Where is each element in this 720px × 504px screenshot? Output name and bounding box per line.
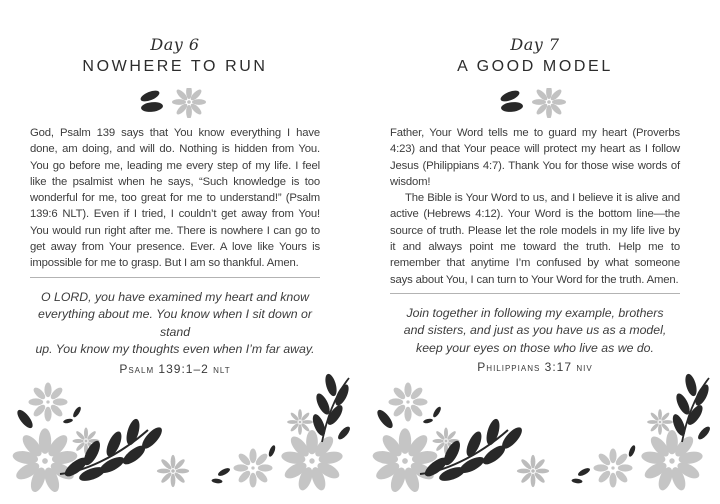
leaf-flower-ornament-icon xyxy=(137,88,213,118)
devotional-title: NOWHERE TO RUN xyxy=(82,58,268,75)
page-left-content xyxy=(0,36,360,376)
floral-border-decoration xyxy=(0,361,720,504)
devotional-title: A GOOD MODEL xyxy=(457,58,613,75)
day-label: Day 6 xyxy=(150,35,200,54)
prayer-paragraph: Father, Your Word tells me to guard my heart (Proverbs 4:23) and that Your peace will protect my heart as I follow Jesus (Philippians 4:7). Thank You for those wise words of wisdom! xyxy=(390,127,680,188)
prayer-paragraph: God, Psalm 139 says that You know everything I have done, am doing, and will do. Nothing is hidden from You. You go before me, leading me every step of my life. I feel like the psalmist when he says, “Such knowledge is too wonderful for me, too great for me to understand!” (Psalm 139:6 NLT). Even if I tried, I couldn’t get away from You! You would run right after me. There is nowhere I can go to get away from Your presence. Ever. A love like Yours is impossible for me to grasp. But I am so thankful. Amen. xyxy=(30,127,320,270)
divider-rule xyxy=(390,293,680,294)
page-right-content xyxy=(360,36,720,374)
divider-rule xyxy=(30,277,320,278)
prayer-paragraph: The Bible is Your Word to us, and I believe it is alive and active (Hebrews 4:12). Your Word is the bottom line—the source of truth. Please let the role models in my life live by it and always point me toward the truth. Help me to remember that anytime I’m confused by what someone says about You, I can turn to Your Word for the truth. Amen. xyxy=(390,192,680,286)
quote-line: everything about me. You know when I sit down or stand xyxy=(38,307,312,339)
scripture-reference: Psalm 139:1–2 nlt xyxy=(119,361,231,376)
prayer-text xyxy=(390,125,680,288)
day-label: Day 7 xyxy=(510,35,560,54)
leaf-flower-ornament-icon xyxy=(497,88,573,118)
quote-line: up. You know my thoughts even when I’m far away. xyxy=(35,342,315,357)
scripture-quote xyxy=(30,289,320,359)
scripture-quote xyxy=(390,305,680,358)
prayer-text xyxy=(30,125,320,272)
quote-line: O LORD, you have examined my heart and know xyxy=(41,289,309,304)
scripture-reference: Philippians 3:17 niv xyxy=(477,360,593,375)
quote-line: Join together in following my example, brothers xyxy=(406,305,664,320)
quote-line: keep your eyes on those who live as we do. xyxy=(416,340,654,355)
quote-line: and sisters, and just as you have us as a model, xyxy=(403,323,667,338)
